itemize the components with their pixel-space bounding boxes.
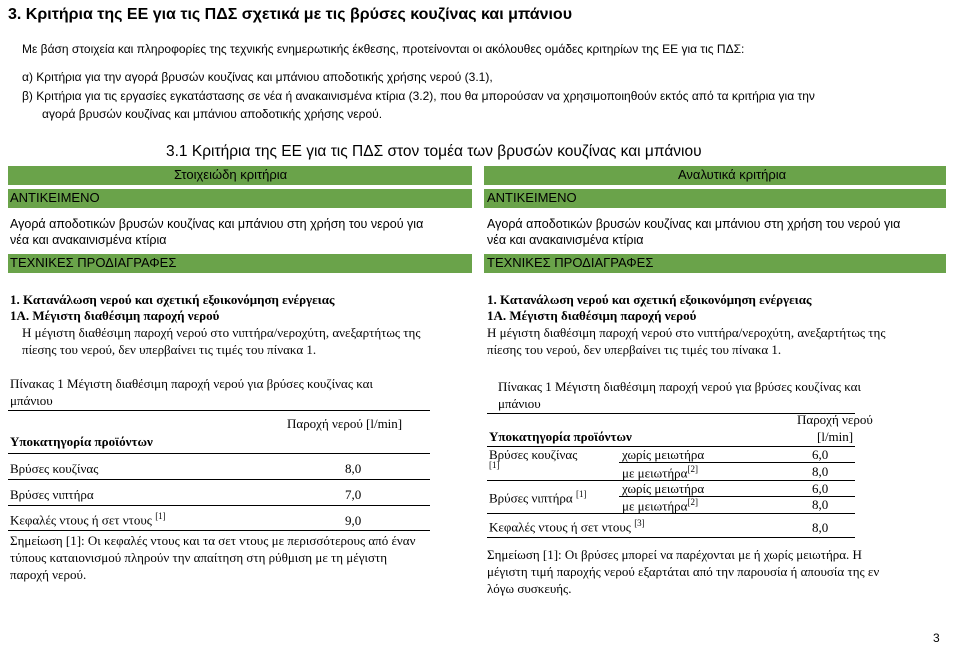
left-table-rule-3 — [8, 505, 430, 506]
right-criterion-1a-line1: Η μέγιστη διαθέσιμη παροχή νερού στο νιπτήρα/νεροχύτη, ανεξαρτήτως της — [487, 325, 886, 340]
right-note-line3: λόγω συσκευής. — [487, 581, 572, 596]
right-kitchen-mid-rule — [619, 462, 855, 463]
section-title: 3.1 Κριτήρια της ΕΕ για τις ΠΔΣ στον τομέα των βρυσών κουζίνας και μπάνιου — [166, 143, 702, 160]
left-subject-line2: νέα και ανακαινισμένα κτίρια — [10, 233, 167, 247]
left-row-shower-name — [10, 511, 166, 528]
right-criterion-1a: 1Α. Μέγιστη διαθέσιμη παροχή νερού — [487, 308, 697, 323]
left-row-kitchen-name: Βρύσες κουζίνας — [10, 461, 99, 476]
left-col-category: Υποκατηγορία προϊόντων — [10, 434, 153, 449]
right-basin-with-sup: [2] — [687, 497, 698, 507]
left-criterion-1a: 1Α. Μέγιστη διαθέσιμη παροχή νερού — [10, 308, 220, 323]
left-table-bottom-rule — [8, 530, 430, 531]
right-note-line2: μέγιστη τιμή παροχής νερού εξαρτάται από την παρουσία ή απουσία της εν — [487, 564, 880, 579]
right-table-rule-3 — [487, 513, 855, 514]
left-row-shower-label: Κεφαλές ντους ή σετ ντους — [10, 512, 156, 528]
right-row-basin-label: Βρύσες νιπτήρα — [489, 490, 576, 506]
right-col-category: Υποκατηγορία προϊόντων — [489, 429, 632, 444]
left-note-line3: παροχή νερού. — [10, 567, 87, 582]
right-basin-with-label: με μειωτήρα — [622, 498, 688, 514]
right-note-line1: Σημείωση [1]: Οι βρύσες μπορεί να παρέχονται με ή χωρίς μειωτήρα. Η — [487, 547, 862, 562]
right-subject-line2: νέα και ανακαινισμένα κτίρια — [487, 233, 644, 247]
left-table-rule-1 — [8, 453, 430, 454]
left-table-caption-line1: Πίνακας 1 Μέγιστη διαθέσιμη παροχή νερού για βρύσες κουζίνας και — [10, 376, 373, 391]
right-row-kitchen-sup: [1] — [489, 460, 500, 470]
left-criterion-1a-line2: πίεσης του νερού, δεν υπερβαίνει τις τιμές του πίνακα 1. — [22, 342, 317, 357]
criteria-item-a: α) Κριτήρια για την αγορά βρυσών κουζίνας και μπάνιου αποδοτικής χρήσης νερού (3.1), — [22, 70, 493, 84]
right-table-caption-line1: Πίνακας 1 Μέγιστη διαθέσιμη παροχή νερού για βρύσες κουζίνας και — [498, 379, 861, 394]
right-row-shower-sup: [3] — [634, 518, 645, 528]
right-kitchen-with-value: 8,0 — [812, 464, 829, 479]
left-row-shower-value: 9,0 — [345, 513, 362, 528]
right-row-shower-value: 8,0 — [812, 520, 829, 535]
left-specs-label: ΤΕΧΝΙΚΕΣ ΠΡΟΔΙΑΓΡΑΦΕΣ — [10, 255, 177, 270]
right-basin-with-value: 8,0 — [812, 497, 829, 512]
right-kitchen-with-reducer — [622, 464, 698, 481]
intro-text: Με βάση στοιχεία και πληροφορίες της τεχνικής ενημερωτικής έκθεσης, προτείνονται οι ακόλουθες ομάδες κριτηρίων της ΕΕ για τις ΠΔΣ: — [22, 42, 745, 56]
left-table-caption-line2: μπάνιου — [10, 393, 53, 408]
right-row-shower-label: Κεφαλές ντους ή σετ ντους — [489, 519, 635, 535]
left-note-line1: Σημείωση [1]: Οι κεφαλές ντους και τα σετ ντους με περισσότερους από έναν — [10, 533, 416, 548]
left-criterion-1: 1. Κατανάλωση νερού και σχετική εξοικονόμηση ενέργειας — [10, 292, 335, 307]
right-criterion-1: 1. Κατανάλωση νερού και σχετική εξοικονόμηση ενέργειας — [487, 292, 812, 307]
left-subject-label: ΑΝΤΙΚΕΙΜΕΝΟ — [10, 190, 100, 205]
right-subject-line1: Αγορά αποδοτικών βρυσών κουζίνας και μπάνιου στη χρήση του νερού για — [487, 217, 901, 231]
right-col-flow-line1: Παροχή νερού — [797, 412, 873, 427]
right-specs-label: ΤΕΧΝΙΚΕΣ ΠΡΟΔΙΑΓΡΑΦΕΣ — [487, 255, 654, 270]
left-subject-line1: Αγορά αποδοτικών βρυσών κουζίνας και μπάνιου στη χρήση του νερού για — [10, 217, 424, 231]
right-criterion-1a-line2: πίεσης του νερού, δεν υπερβαίνει τις τιμές του πίνακα 1. — [487, 342, 782, 357]
right-kitchen-with-sup: [2] — [687, 464, 698, 474]
right-row-basin-sup: [1] — [575, 489, 587, 499]
left-row-shower-sup: [1] — [155, 511, 166, 521]
right-table-caption-line2: μπάνιου — [498, 396, 541, 411]
right-row-shower-name — [489, 518, 645, 535]
right-kitchen-no-reducer: χωρίς μειωτήρα — [622, 447, 705, 462]
right-kitchen-with-label: με μειωτήρα — [622, 465, 688, 481]
page-number: 3 — [933, 631, 940, 645]
criteria-item-b-cont: αγορά βρυσών κουζίνας και μπάνιου αποδοτικής χρήσης νερού. — [42, 107, 383, 121]
right-basin-with-reducer — [622, 497, 698, 514]
left-row-basin-value: 7,0 — [345, 487, 362, 502]
left-note-line2: τύπους καταιονισμού πληρούν την απαίτηση στη ρύθμιση με τη μέγιστη — [10, 550, 387, 565]
right-row-kitchen-name: Βρύσες κουζίνας — [489, 447, 578, 462]
right-basin-no-reducer: χωρίς μειωτήρα — [622, 481, 705, 496]
document-title: 3. Κριτήρια της ΕΕ για τις ΠΔΣ σχετικά με τις βρύσες κουζίνας και μπάνιου — [8, 6, 573, 23]
right-basin-no-value: 6,0 — [812, 481, 829, 496]
left-criterion-1a-line1: Η μέγιστη διαθέσιμη παροχή νερού στο νιπτήρα/νεροχύτη, ανεξαρτήτως της — [22, 325, 421, 340]
left-col-flow: Παροχή νερού [l/min] — [287, 416, 403, 431]
left-row-basin-name: Βρύσες νιπτήρα — [10, 487, 94, 502]
left-table-top-rule — [8, 410, 430, 411]
right-table-bottom-rule — [487, 537, 855, 538]
criteria-item-b: β) Κριτήρια για τις εργασίες εγκατάστασης σε νέα ή ανακαινισμένα κτίρια (3.2), που θα μπορούσαν να χρησιμοποιηθούν εκτός από τα κριτήρια για την — [22, 89, 815, 103]
right-col-flow-line2: [l/min] — [817, 429, 854, 444]
right-subject-label: ΑΝΤΙΚΕΙΜΕΝΟ — [487, 190, 577, 205]
left-table-rule-2 — [8, 479, 430, 480]
right-band-title: Αναλυτικά κριτήρια — [678, 167, 787, 182]
right-row-basin-name — [489, 489, 586, 506]
left-row-kitchen-value: 8,0 — [345, 461, 362, 476]
left-band-title: Στοιχειώδη κριτήρια — [174, 167, 288, 182]
right-kitchen-no-value: 6,0 — [812, 447, 829, 462]
